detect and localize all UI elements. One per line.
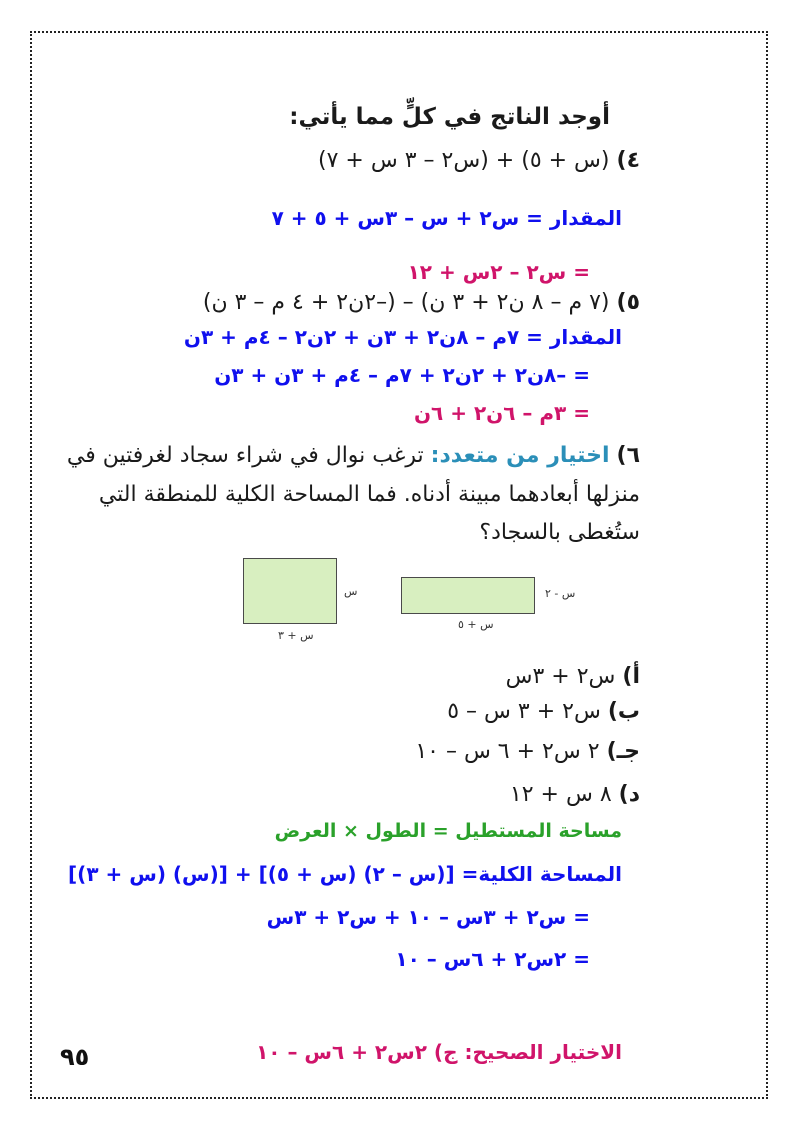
option-label: أ) [622, 664, 640, 689]
problem-number: ٦) [616, 443, 640, 468]
option-text: س٢ + ٣س [505, 664, 616, 689]
option-b [447, 699, 640, 724]
correct-answer: الاختيار الصحيح: ج) ٢س٢ + ٦س – ١٠ [256, 1040, 622, 1064]
problem-6-line-2: منزلها أبعادهما مبينة أدناه. فما المساحة الكلية للمنطقة التي [98, 482, 640, 507]
option-text: ٢ س٢ + ٦ س – ١٠ [415, 739, 600, 764]
page-border [30, 31, 768, 1099]
option-text: ٨ س + ١٢ [509, 782, 612, 807]
problem-6-line-3: ستُغطى بالسجاد؟ [479, 520, 640, 545]
page-number: ٩٥ [60, 1043, 90, 1071]
area-rule: مساحة المستطيل = الطول × العرض [274, 820, 622, 842]
option-label: د) [618, 782, 640, 807]
solution-step-1: المساحة الكلية= [(س – ٢) (س + ٥)] + [(س) (س + ٣)] [68, 862, 622, 886]
problem-5 [203, 290, 640, 315]
option-label: ب) [607, 699, 640, 724]
option-label: جـ) [606, 739, 640, 764]
problem-number: ٤) [616, 148, 640, 173]
solution-step-3: = ٢س٢ + ٦س – ١٠ [395, 947, 590, 971]
room-2-side-label: س - ٢ [545, 587, 576, 600]
problem-5-step-1: المقدار = ٧م – ٨ن٢ + ٣ن + ٢ن٢ – ٤م + ٣ن [183, 325, 622, 349]
problem-4-step-1: المقدار = س٢ + س – ٣س + ٥ + ٧ [271, 206, 622, 230]
multiple-choice-tag: اختيار من متعدد: [430, 443, 610, 468]
problem-6-line-1 [67, 443, 640, 468]
option-a [506, 664, 640, 689]
problem-5-step-3: = ٣م – ٦ن٢ + ٦ن [413, 401, 590, 425]
option-c [415, 739, 640, 764]
problem-text: ترغب نوال في شراء سجاد لغرفتين في [66, 443, 424, 468]
problem-4 [318, 148, 640, 173]
exercise-heading: أوجد الناتج في كلٍّ مما يأتي: [289, 104, 610, 130]
option-text: س٢ + ٣ س – ٥ [447, 699, 601, 724]
problem-expression: (س + ٥) + (س٢ – ٣ س + ٧) [318, 148, 610, 173]
solution-step-2: = س٢ + ٣س – ١٠ + س٢ + ٣س [266, 905, 590, 929]
problem-number: ٥) [616, 290, 640, 315]
room-1-side-label: س [344, 585, 358, 598]
room-rectangle-2 [401, 577, 535, 614]
room-rectangle-1 [243, 558, 337, 624]
option-d [510, 782, 640, 807]
room-2-bottom-label: س + ٥ [458, 618, 494, 631]
problem-5-step-2: = –٨ن٢ + ٢ن٢ + ٧م – ٤م + ٣ن + ٣ن [214, 363, 590, 387]
problem-expression: (٧ م – ٨ ن٢ + ٣ ن) – (–٢ن٢ + ٤ م – ٣ ن) [202, 290, 610, 315]
problem-4-step-2: = س٢ – ٢س + ١٢ [407, 260, 590, 284]
room-1-bottom-label: س + ٣ [278, 629, 314, 642]
